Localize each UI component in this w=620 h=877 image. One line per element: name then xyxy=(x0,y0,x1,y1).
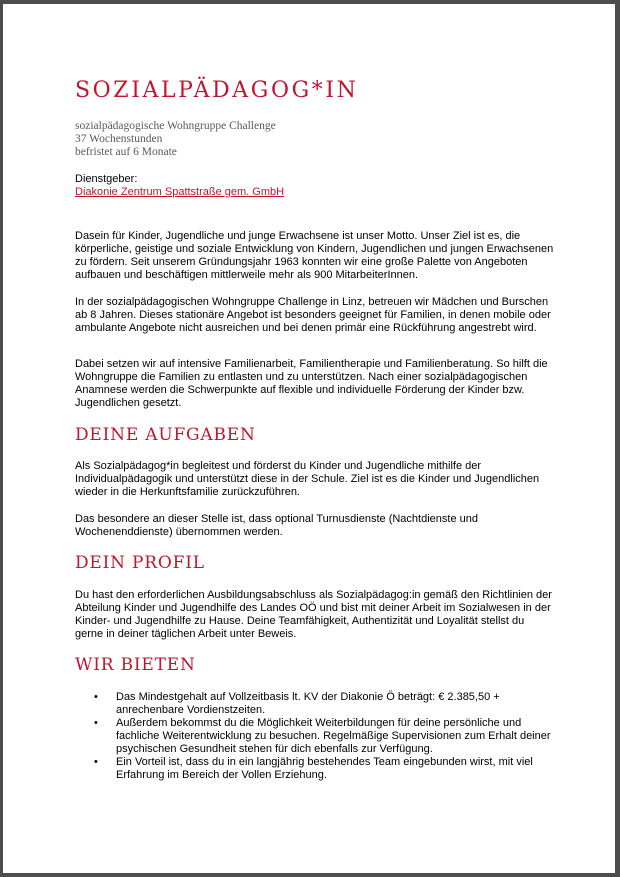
bullet-icon: • xyxy=(94,756,98,768)
list-item xyxy=(75,691,555,717)
section-heading-tasks: DEINE AUFGABEN xyxy=(75,425,256,445)
section-heading-profile: DEIN PROFIL xyxy=(75,553,205,573)
employer-link[interactable]: Diakonie Zentrum Spattstraße gem. GmbH xyxy=(75,186,285,198)
document-page xyxy=(3,4,615,873)
offer-item-text: Ein Vorteil ist, dass du in ein langjährig bestehendes Team eingebunden wirst, mit viel Erfahrung im Bereich der Vollen Erziehung. xyxy=(116,756,533,781)
list-item xyxy=(75,756,555,782)
offer-item-text: Das Mindestgehalt auf Vollzeitbasis lt. KV der Diakonie Ö beträgt: € 2.385,50 + anrechenbare Vordienstzeiten. xyxy=(116,691,500,716)
job-title: SOZIALPÄDAGOG*IN xyxy=(75,78,359,103)
profile-paragraph-1: Du hast den erforderlichen Ausbildungsabschluss als Sozialpädagog:in gemäß den Richtlinien der Abteilung Kinder und Jugendhilfe des Landes OÖ und bist mit deiner Arbeit im Sozialwesen in der Kinder- und Jugendhilfe zu Hause. Deine Teamfähigkeit, Authentizität und Loyalität stellst du gerne in deiner täglichen Arbeit unter Beweis. xyxy=(75,589,552,640)
tasks-paragraph-2: Das besondere an dieser Stelle ist, dass optional Turnusdienste (Nachtdienste und Wochenenddienste) übernommen werden. xyxy=(75,513,478,538)
job-meta-hours: 37 Wochenstunden xyxy=(75,133,163,145)
intro-paragraph-3: Dabei setzen wir auf intensive Familienarbeit, Familientherapie und Familienberatung. So hilft die Wohngruppe die Familien zu entlasten und zu unterstützen. Nach einer sozialpädagogischen Anamnese werden die Schwerpunkte auf flexible und individuelle Förderung der Kinder bzw. Jugendlichen gesetzt. xyxy=(75,358,548,409)
section-heading-offer: WIR BIETEN xyxy=(75,655,196,675)
bullet-icon: • xyxy=(94,717,98,729)
job-meta-duration: befristet auf 6 Monate xyxy=(75,146,177,158)
bullet-icon: • xyxy=(94,691,98,703)
intro-paragraph-1: Dasein für Kinder, Jugendliche und junge Erwachsene ist unser Motto. Unser Ziel ist es, die körperliche, geistige und soziale Entwicklung von Kindern, Jugendlichen und jungen Erwachsenen zu fördern. Seit unserem Gründungsjahr 1963 konnten wir eine große Palette von Angeboten aufbauen und beschäftigen mittlerweile mehr als 900 MitarbeiterInnen. xyxy=(75,230,554,281)
job-meta xyxy=(75,120,276,159)
offer-list xyxy=(75,691,555,782)
intro-paragraph-2: In der sozialpädagogischen Wohngruppe Challenge in Linz, betreuen wir Mädchen und Burschen ab 8 Jahren. Dieses stationäre Angebot ist besonders geeignet für Familien, in denen mobile oder ambulante Angebote nicht ausreichen und bei denen primär eine Rückführung angestrebt wird. xyxy=(75,296,551,334)
tasks-paragraph-1: Als Sozialpädagog*in begleitest und förderst du Kinder und Jugendliche mithilfe der Individualpädagogik und unterstützt diese in der Schule. Ziel ist es die Kinder und Jugendlichen wieder in die Herkunftsfamilie zurückzuführen. xyxy=(75,460,540,498)
job-meta-unit: sozialpädagogische Wohngruppe Challenge xyxy=(75,120,276,132)
employer-block xyxy=(75,173,284,199)
list-item xyxy=(75,717,555,756)
offer-item-text: Außerdem bekommst du die Möglichkeit Weiterbildungen für deine persönliche und fachliche Weiterentwicklung zu besuchen. Regelmäßige Supervisionen zum Erhalt deiner psychischen Gesundheit stehen für dich ebenfalls zur Verfügung. xyxy=(116,717,551,755)
employer-label: Dienstgeber: xyxy=(75,173,138,185)
